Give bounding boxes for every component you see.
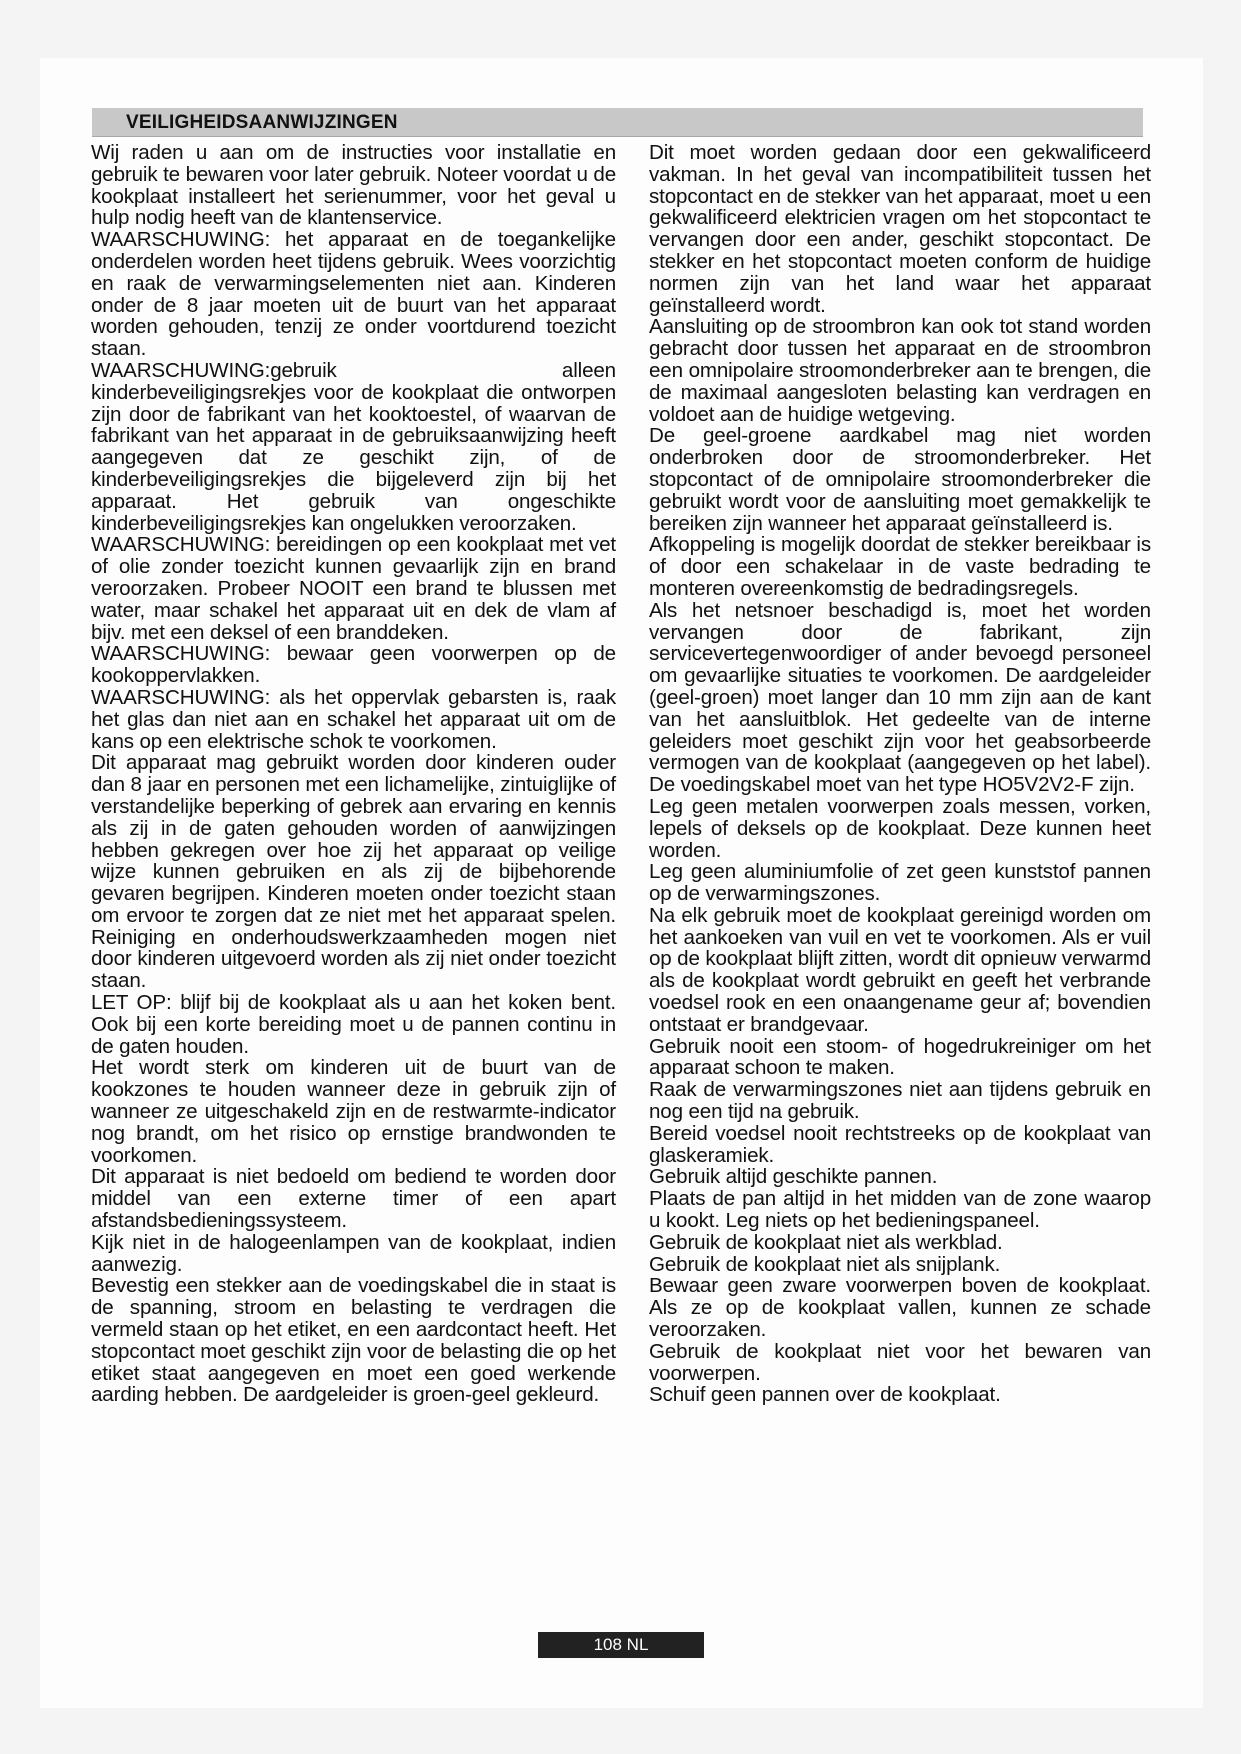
paragraph: Dit apparaat mag gebruikt worden door kinderen ouder dan 8 jaar en personen met een lichamelijke, zintuiglijke of verstandelijke beperking of gebrek aan ervaring en kennis als zij in de gaten gehouden worden of aanwijzingen hebben gekregen over hoe zij het apparaat op veilige wijze kunnen gebruiken en als zij de bijbehorende gevaren begrijpen. Kinderen moeten onder toezicht staan om ervoor te zorgen dat ze niet met het apparaat spelen. Reiniging en onderhoudswerkzaamheden mogen niet door kinderen uitgevoerd worden als zij niet onder toezicht staan. [91, 751, 616, 993]
paragraph: Dit apparaat is niet bedoeld om bediend te worden door middel van een externe timer of een apart afstandsbedieningssysteem. [91, 1165, 616, 1233]
paragraph: Gebruik de kookplaat niet als snijplank. [649, 1252, 1001, 1276]
paragraph: Gebruik altijd geschikte pannen. [649, 1165, 938, 1189]
paragraph: Bewaar geen zware voorwerpen boven de kookplaat. Als ze op de kookplaat vallen, kunnen ze schade veroorzaken. [649, 1274, 1151, 1342]
section-title: VEILIGHEIDSAANWIJZINGEN [126, 112, 398, 133]
paragraph: Schuif geen pannen over de kookplaat. [649, 1383, 1001, 1407]
paragraph: WAARSCHUWING: als het oppervlak gebarsten is, raak het glas dan niet aan en schakel het apparaat uit om de kans op een elektrische schok te voorkomen. [91, 685, 616, 753]
left-column [91, 142, 616, 1406]
paragraph: Als het netsnoer beschadigd is, moet het worden vervangen door de fabrikant, zijn servicevertegenwoordiger of ander bevoegd personeel om gevaarlijke situaties te voorkomen. De aardgeleider (geel-groen) moet langer dan 10 mm zijn aan de kant van het aansluitblok. Het gedeelte van de interne geleiders moet geschikt zijn voor het geabsorbeerde vermogen van de kookplaat (aangegeven op het label). De voedingskabel moet van het type HO5V2V2-F zijn. [649, 598, 1151, 797]
paragraph: Raak de verwarmingszones niet aan tijdens gebruik en nog een tijd na gebruik. [649, 1078, 1151, 1124]
paragraph: Na elk gebruik moet de kookplaat gereinigd worden om het aankoeken van vuil en vet te voorkomen. Als er vuil op de kookplaat blijft zitten, wordt dit opnieuw verwarmd als de kookplaat wordt gebruikt en geeft het verbrande voedsel rook en een onaangename geur af; bovendien ontstaat er brandgevaar. [649, 903, 1151, 1036]
paragraph: Gebruik de kookplaat niet als werkblad. [649, 1230, 1003, 1254]
paragraph: Aansluiting op de stroombron kan ook tot stand worden gebracht door tussen het apparaat en de stroombron een omnipolaire stroomonderbreker aan te brengen, die de maximaal aangesloten belasting kan verdragen en voldoet aan de huidige wetgeving. [649, 315, 1151, 426]
paragraph: Wij raden u aan om de instructies voor installatie en gebruik te bewaren voor later gebruik. Noteer voordat u de kookplaat installeert het serienummer, voor het geval u hulp nodig heeft van de klantenservice. [91, 141, 616, 230]
paragraph: Gebruik de kookplaat niet voor het bewaren van voorwerpen. [649, 1339, 1151, 1385]
paragraph: Bevestig een stekker aan de voedingskabel die in staat is de spanning, stroom en belasting te verdragen die vermeld staan op het etiket, en een aardcontact heeft. Het stopcontact moet geschikt zijn voor de belasting die op het etiket staat aangegeven en moet een goed werkende aarding hebben. De aardgeleider is groen-geel gekleurd. [91, 1274, 616, 1407]
right-column [649, 142, 1151, 1406]
paragraph: Leg geen aluminiumfolie of zet geen kunststof pannen op de verwarmingszones. [649, 860, 1151, 906]
paragraph: Afkoppeling is mogelijk doordat de stekker bereikbaar is of door een schakelaar in de vaste bedrading te monteren overeenkomstig de bedradingsregels. [649, 533, 1151, 600]
paragraph: De geel-groene aardkabel mag niet worden onderbroken door de stroomonderbreker. Het stopcontact of de omnipolaire stroomonderbreker die gebruikt wordt voor de aansluiting moet gemakkelijk te bereiken zijn wanneer het apparaat geïnstalleerd is. [649, 424, 1151, 535]
paragraph: Gebruik nooit een stoom- of hogedrukreiniger om het apparaat schoon te maken. [649, 1034, 1151, 1080]
paragraph: Het wordt sterk om kinderen uit de buurt van de kookzones te houden wanneer deze in gebruik zijn of wanneer ze uitgeschakeld zijn en de restwarmte-indicator nog brandt, om het risico op ernstige brandwonden te voorkomen. [91, 1056, 616, 1167]
paragraph: Leg geen metalen voorwerpen zoals messen, vorken, lepels of deksels op de kookplaat. Deze kunnen heet worden. [649, 794, 1151, 862]
section-header [92, 108, 1143, 137]
paragraph: WAARSCHUWING: bewaar geen voorwerpen op de kookoppervlakken. [91, 642, 616, 688]
paragraph: Plaats de pan altijd in het midden van de zone waarop u kookt. Leg niets op het bedieningspaneel. [649, 1187, 1151, 1233]
paragraph: Kijk niet in de halogeenlampen van de kookplaat, indien aanwezig. [91, 1230, 616, 1276]
page-number: 108 NL [538, 1632, 704, 1658]
paragraph: WAARSCHUWING: bereidingen op een kookplaat met vet of olie zonder toezicht kunnen gevaarlijk zijn en brand veroorzaken. Probeer NOOIT een brand te blussen met water, maar schakel het apparaat uit en dek de vlam af bijv. met een deksel of een branddeken. [91, 533, 616, 644]
paragraph: WAARSCHUWING: het apparaat en de toegankelijke onderdelen worden heet tijdens gebruik. Wees voorzichtig en raak de verwarmingselementen niet aan. Kinderen onder de 8 jaar moeten uit de buurt van het apparaat worden gehouden, tenzij ze onder voortdurend toezicht staan. [91, 228, 616, 361]
paragraph: LET OP: blijf bij de kookplaat als u aan het koken bent. Ook bij een korte bereiding moet u de pannen continu in de gaten houden. [91, 991, 616, 1058]
paragraph: Bereid voedsel nooit rechtstreeks op de kookplaat van glaskeramiek. [649, 1121, 1151, 1167]
paragraph: WAARSCHUWING:gebruik alleen kinderbeveiligingsrekjes voor de kookplaat die ontworpen zijn door de fabrikant van het kooktoestel, of waarvan de fabrikant van het apparaat in de gebruiksaanwijzing heeft aangegeven dat ze geschikt zijn, of de kinderbeveiligingsrekjes die bijgeleverd zijn bij het apparaat. Het gebruik van ongeschikte kinderbeveiligingsrekjes kan ongelukken veroorzaken. [91, 358, 616, 535]
paragraph: Dit moet worden gedaan door een gekwalificeerd vakman. In het geval van incompatibiliteit tussen het stopcontact en de stekker van het apparaat, moet u een gekwalificeerd elektricien vragen om het stopcontact te vervangen door een ander, geschikt stopcontact. De stekker en het stopcontact moeten conform de huidige normen zijn van het land waar het apparaat geïnstalleerd wordt. [649, 141, 1151, 317]
